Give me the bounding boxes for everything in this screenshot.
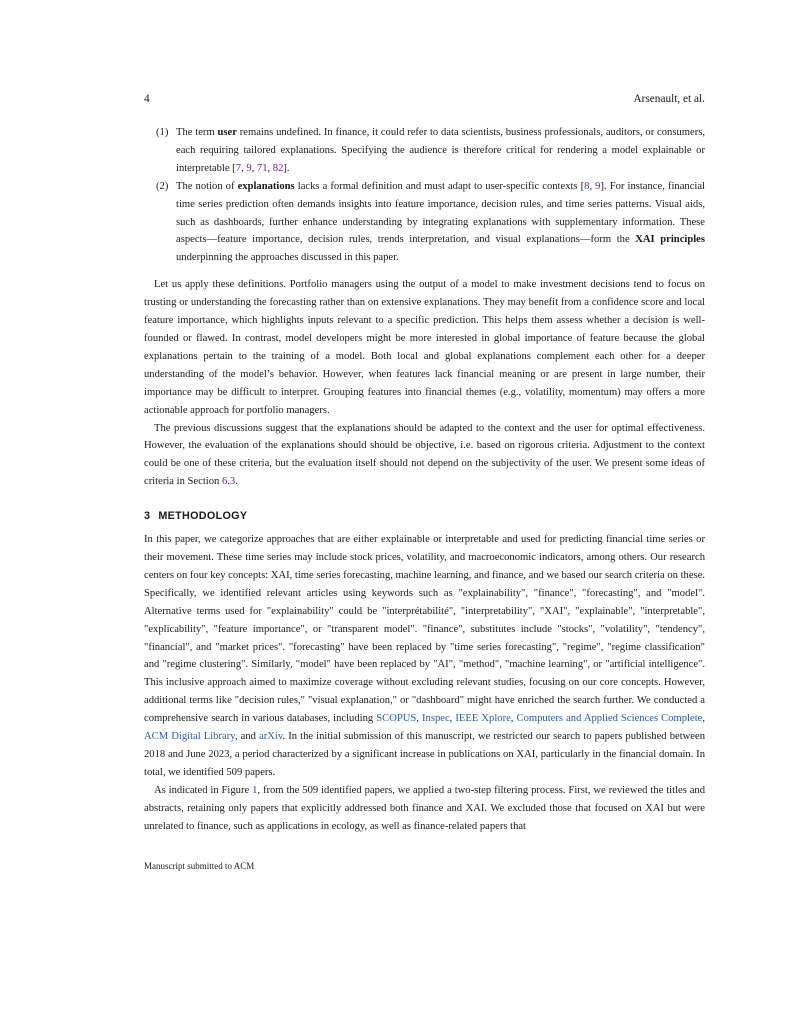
- running-authors: Arsenault, et al.: [633, 93, 705, 105]
- text-run: remains undefined. In finance, it could refer to data scientists, business professionals, auditors, or consumers, each requiring tailored explanations. Specifying the audience is therefore critical for rendering a model explainable or interpretable [: [176, 127, 705, 174]
- text-run: The previous discussions suggest that the explanations should be adapted to the context and the user for optimal effectiveness. However, the evaluation of the explanations should should be objective, i.e. based on rigorous criteria. Adjustment to the context could be one of these criteria, but the evaluation itself should not depend on the subjectivity of the user. We present some ideas of criteria in Section: [144, 422, 705, 488]
- list-number: (2): [156, 180, 169, 192]
- text-run: lacks a formal definition and must adapt to user-specific contexts [: [294, 180, 585, 192]
- text-run: The term: [176, 127, 218, 138]
- section-heading: [144, 507, 705, 525]
- database-link-scopus[interactable]: SCOPUS: [376, 713, 417, 725]
- text-run: The notion of: [176, 180, 238, 192]
- database-link-inspec[interactable]: Inspec: [422, 713, 450, 725]
- paragraph-filtering: [144, 782, 705, 836]
- page-number: 4: [144, 93, 150, 105]
- definition-item-explanations: (2) The notion of explanations lacks a formal definition and must adapt to user-specific contexts [8, 9]. For instance, financial time series prediction often demands insights into feature importance, decision rules, and time series patterns. Visual aids, such as dashboards, further enhance understanding by integrating explanations with supplementary information. These aspects—feature importance, decision rules, trends interpretation, and visual explanations—form the XAI principles underpinning the approaches discussed in this paper.: [144, 178, 705, 268]
- term-explanations: explanations: [237, 180, 295, 192]
- citation-link[interactable]: 71: [256, 162, 268, 174]
- citation-link[interactable]: 82: [272, 162, 284, 174]
- citation-link[interactable]: 8: [584, 180, 590, 192]
- running-header: [144, 90, 705, 108]
- section-title: METHODOLOGY: [158, 510, 248, 523]
- database-link-arxiv[interactable]: arXiv: [259, 731, 283, 743]
- figure-ref-link[interactable]: 1: [252, 784, 258, 796]
- citation-link[interactable]: 9: [595, 180, 601, 192]
- section-ref-link[interactable]: 6.3: [221, 476, 236, 488]
- paragraph-definitions-applied: Let us apply these definitions. Portfolio managers using the output of a model to make investment decisions tend to focus on trusting or understanding the forecasting rather than on extensive explanations. They may benefit from a confidence score and local feature importance, which highlights inputs relevant to a specific prediction. This helps them assess whether a decision is well-founded or flawed. In contrast, model developers might be more interested in global importance of feature because the global explanations pertain to the training of a model. Both local and global explanations complement each other for a deeper understanding of the model’s behavior. However, when features lack financial meaning or are present in large number, their importance may be difficult to interpret. Grouping features into financial themes (e.g., volatility, momentum) may offers a more actionable approach for portfolio managers.: [144, 279, 705, 416]
- database-link-casc[interactable]: Computers and Applied Sciences Complete: [516, 713, 703, 725]
- text-run: , from the 509 identified papers, we applied a two-step filtering process. First, we reviewed the titles and abstracts, retaining only papers that explicitly addressed both finance and XAI. We excluded those that focused on XAI but were unrelated to finance, such as applications in ecology, as well as finance-related papers that: [144, 784, 706, 832]
- database-link-acm[interactable]: ACM Digital Library: [144, 731, 235, 743]
- text-run: As indicated in Figure: [154, 784, 253, 796]
- text-run: ]. For instance, financial time series prediction often demands insights into feature importance, decision rules, and time series patterns. Visual aids, such as dashboards, further enhance understanding by integrating explanations with supplementary information. These aspects—feature importance, decision rules, trends interpretation, and visual explanations—form the: [176, 180, 705, 246]
- term-user: user: [217, 127, 237, 138]
- text-run: .: [235, 476, 238, 488]
- citation-link[interactable]: 7: [235, 162, 242, 174]
- database-link-ieee-xplore[interactable]: IEEE Xplore: [455, 713, 511, 725]
- body-text: [144, 124, 705, 836]
- text-run: . In the initial submission of this manuscript, we restricted our search to papers published between 2018 and June 2023, a period characterized by a significant increase in publications on XAI, particularly in the financial domain. In total, we identified 509 papers.: [144, 731, 705, 778]
- paragraph-methodology: In this paper, we categorize approaches that are either explainable or interpretable and used for predicting financial time series or their movement. These time series may include stock prices, volatility, and macroeconomic indicators, among others. Our research centers on four key concepts: XAI, time series forecasting, machine learning, and finance, and we based our search criteria on these. Specifically, we identified relevant articles using keywords such as "explainability", "finance", "forecasting", and "model". Alternative terms used for "explainability" could be "interprétabilité", "interpretability", "XAI", "explainable", "interpretable", "explicability", "feature importance", or "transparent model". "finance", substitutes include "stocks", "volatility", "tendency", "financial", and "market prices". "forecasting" have been replaced by "time series forecasting", "regime", "regime classification" and "regime clustering". Similarly, "model" have been replaced by "AI", "method", "machine learning", or "artificial intelligence". This inclusive approach aimed to maximize coverage without excluding relevant studies, focusing on our core concepts. However, additional terms like "decision rules," "visual explanation," or "dashboard" might have enriched the search further. We conducted a comprehensive search in various databases, including SCOPUS, Inspec, IEEE Xplore, Computers and Applied Sciences Complete, ACM Digital Library, and arXiv. In the initial submission of this manuscript, we restricted our search to papers published between 2018 and June 2023, a period characterized by a significant increase in publications on XAI, particularly in the financial domain. In total, we identified 509 papers.: [144, 534, 706, 778]
- text-run: In this paper, we categorize approaches that are either explainable or interpretable and used for predicting financial time series or their movement. These time series may include stock prices, volatility, and macroeconomic indicators, among others. Our research centers on four key concepts: XAI, time series forecasting, machine learning, and finance, and we based our search criteria on these. Specifically, we identified relevant articles using keywords such as "explainability", "finance", "forecasting", and "model". Alternative terms used for "explainability" could be "interprétabilité", "interpretability", "XAI", "explainable", "interpretable", "explicability", "feature importance", or "transparent model". "finance", substitutes include "stocks", "volatility", "tendency", "financial", and "market prices". "forecasting" have been replaced by "time series forecasting", "regime", "regime classification" and "regime clustering". Similarly, "model" have been replaced by "AI", "method", "machine learning", or "artificial intelligence". This inclusive approach aimed to maximize coverage without excluding relevant studies, focusing on our core concepts. However, additional terms like "decision rules," "visual explanation," or "dashboard" might have enriched the search further. We conducted a comprehensive search in various databases, including: [144, 534, 705, 725]
- definition-item-user: (1) The term user remains undefined. In finance, it could refer to data scientists, business professionals, auditors, or consumers, each requiring tailored explanations. Specifying the audience is therefore critical for rendering a model explainable or interpretable [7, 9, 71, 82].: [144, 124, 705, 178]
- list-number: (1): [156, 127, 169, 138]
- term-xai-principles: XAI principles: [635, 234, 706, 246]
- text-run: underpinning the approaches discussed in this paper.: [176, 252, 399, 264]
- citation-link[interactable]: 9: [246, 162, 252, 174]
- text-run: ].: [283, 162, 290, 174]
- paragraph-evaluation: [144, 420, 705, 492]
- footer-note: Manuscript submitted to ACM: [144, 861, 255, 871]
- definition-list: [144, 124, 705, 267]
- section-number: 3: [144, 510, 151, 523]
